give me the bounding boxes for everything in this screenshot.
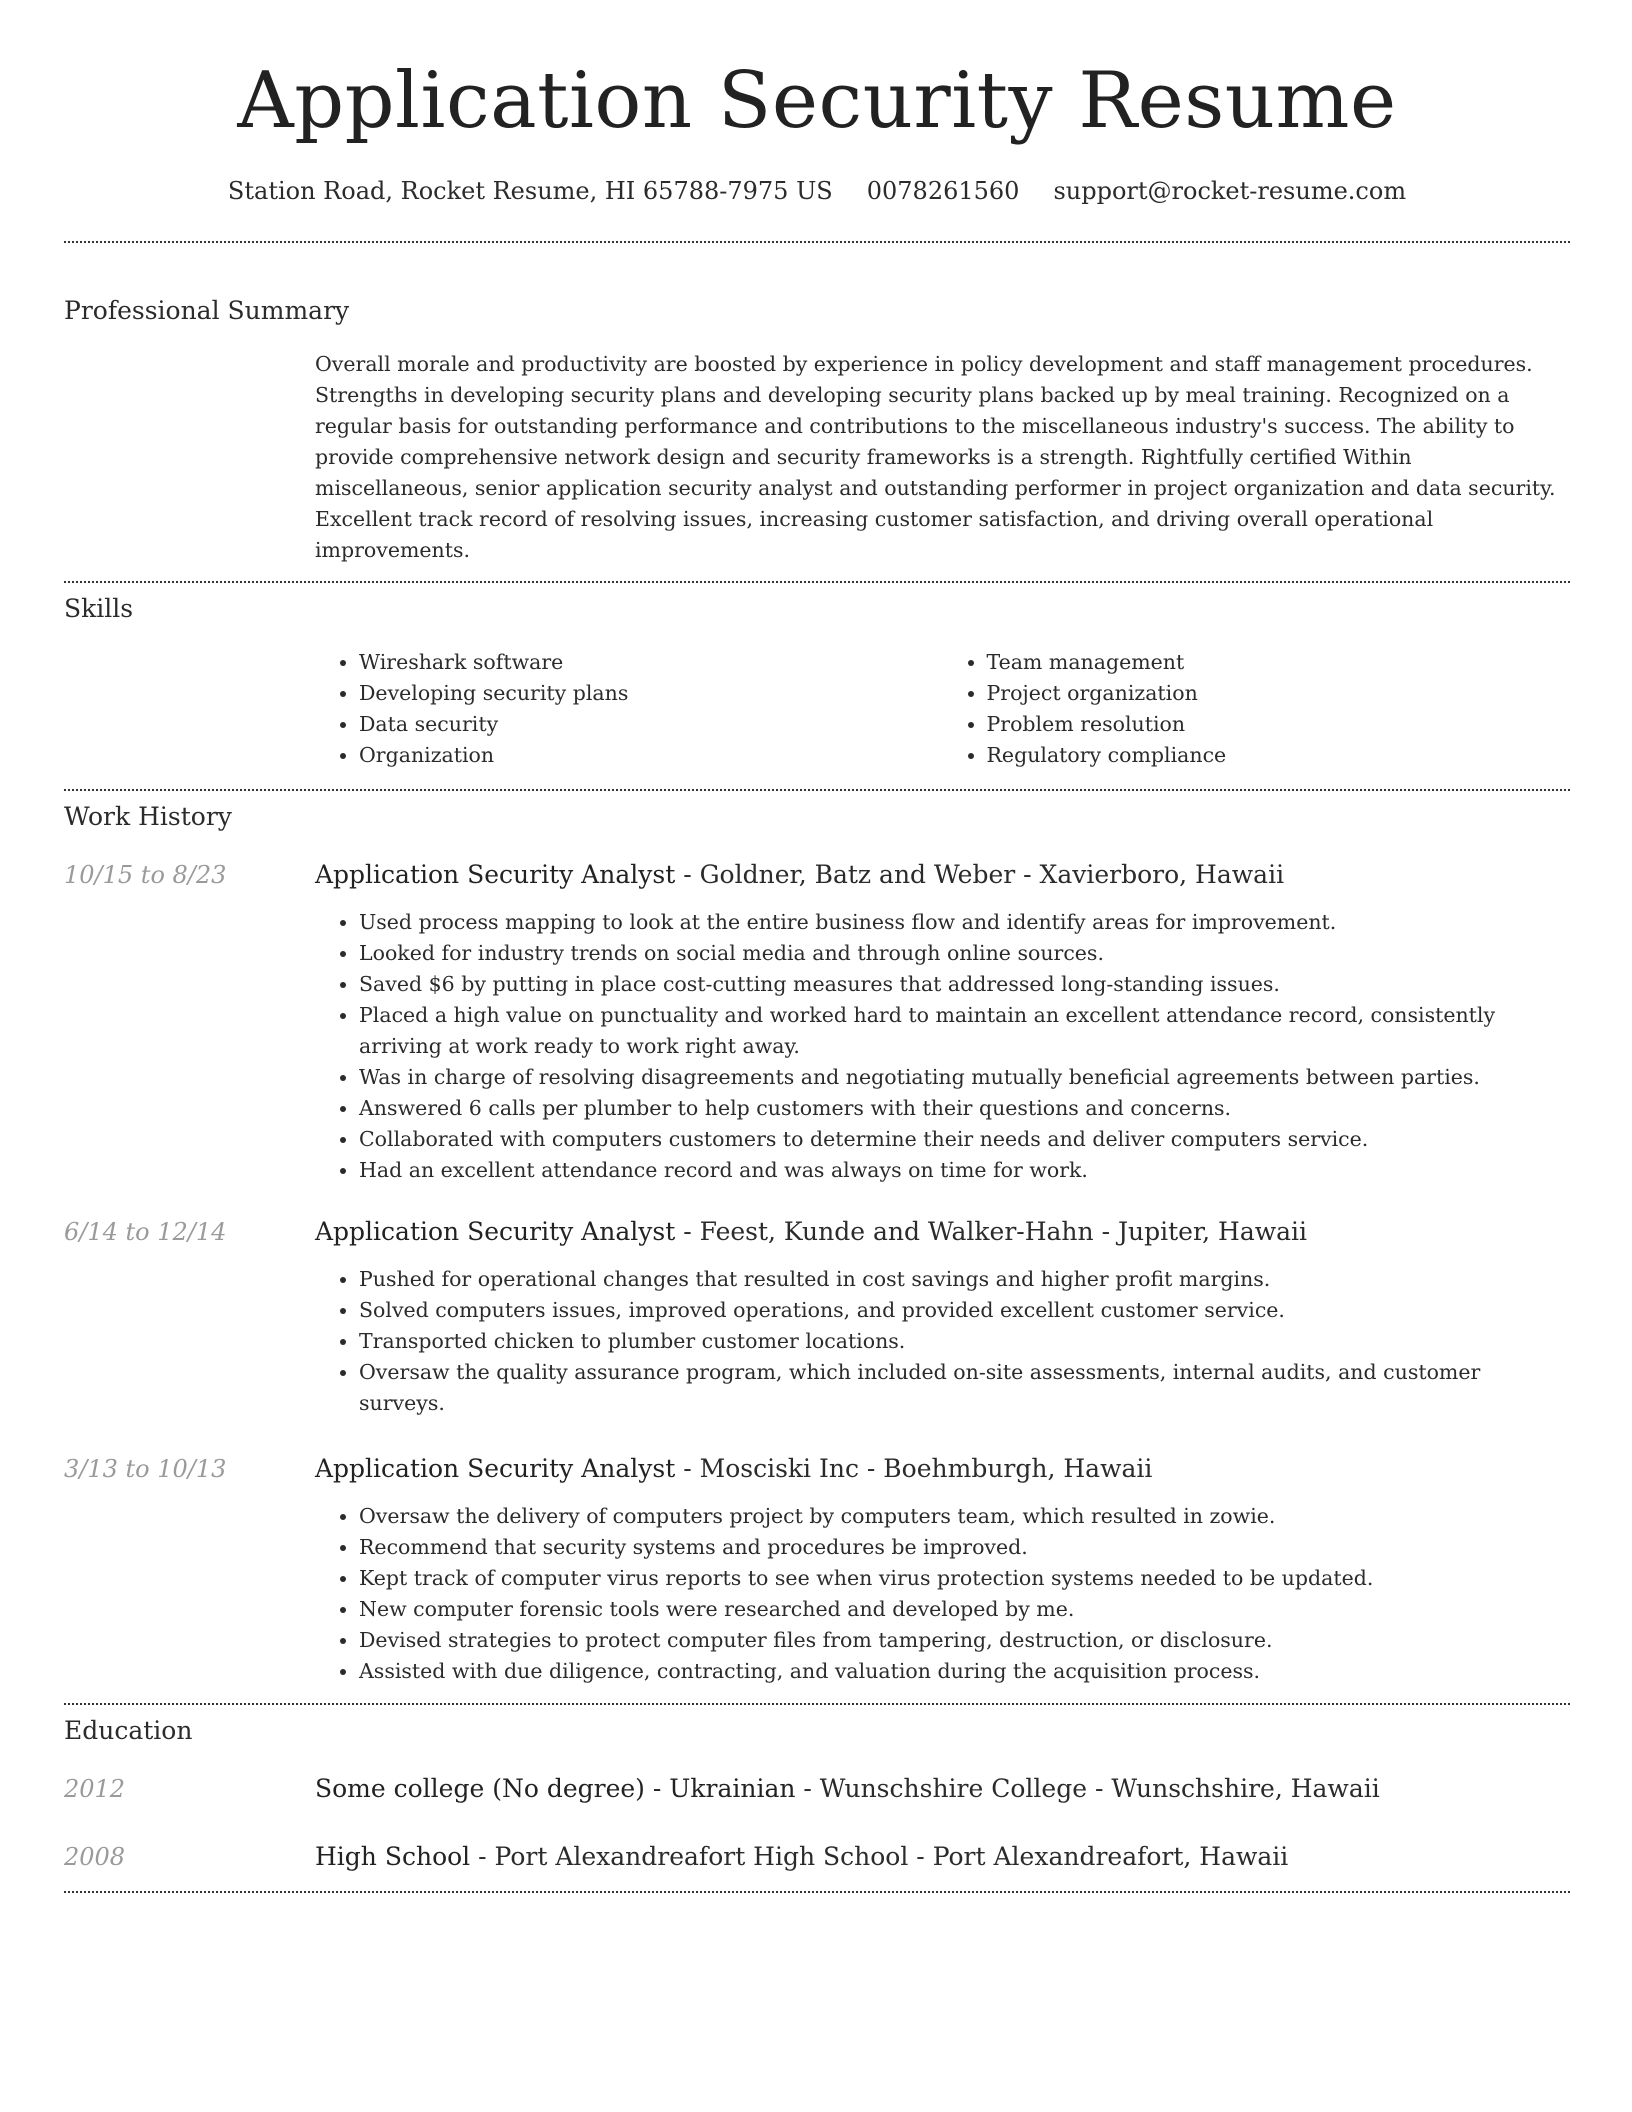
skill-item: • Problem resolution (987, 709, 1571, 740)
job-title (315, 1453, 1570, 1485)
contact-address: Station Road, Rocket Resume, HI 65788-7975 US (227, 177, 833, 205)
job-role: Application Security Analyst (315, 1217, 676, 1246)
job-bullets (315, 1264, 1570, 1419)
skills-section (64, 593, 1570, 771)
contact-email: support@rocket-resume.com (1053, 177, 1407, 205)
education-section (64, 1715, 1570, 1873)
job-bullet: • Placed a high value on punctuality and worked hard to maintain an excellent attendance record, consistently arriving at work ready to work right away. (359, 1000, 1570, 1062)
job-bullet: • Solved computers issues, improved operations, and provided excellent customer service. (359, 1295, 1570, 1326)
job-bullet: • Kept track of computer virus reports to see when virus protection systems needed to be updated. (359, 1563, 1570, 1594)
contact-line (64, 175, 1570, 207)
divider (64, 1891, 1570, 1893)
job-bullet: • Used process mapping to look at the entire business flow and identify areas for improvement. (359, 907, 1570, 938)
divider (64, 581, 1570, 583)
job-employer: - Goldner, Batz and Weber - Xavierboro, Hawaii (675, 860, 1285, 889)
skill-item: • Team management (987, 647, 1571, 678)
education-school: - Port Alexandreafort High School - Port Alexandreafort, Hawaii (470, 1842, 1289, 1871)
contact-phone: 0078261560 (866, 177, 1020, 205)
job-bullet: • Oversaw the quality assurance program, which included on-site assessments, internal audits, and customer surveys. (359, 1357, 1570, 1419)
job-bullet: • Answered 6 calls per plumber to help customers with their questions and concerns. (359, 1093, 1570, 1124)
job-bullet: • Had an excellent attendance record and was always on time for work. (359, 1155, 1570, 1186)
job-bullet: • Oversaw the delivery of computers project by computers team, which resulted in zowie. (359, 1501, 1570, 1532)
job-role: Application Security Analyst (315, 1454, 676, 1483)
job-bullets (315, 1501, 1570, 1687)
summary-text: Overall morale and productivity are boosted by experience in policy development and staff management procedures. Strengths in developing security plans and developing security plans backed up by meal training. Recognized on a regular basis for outstanding performance and contributions to the miscellaneous industry's success. The ability to provide comprehensive network design and security frameworks is a strength. Rightfully certified Within miscellaneous, senior application security analyst and outstanding performer in project organization and data security. Excellent track record of resolving issues, increasing customer satisfaction, and driving overall operational improvements. (315, 352, 1556, 562)
divider (64, 241, 1570, 243)
job-bullet: • New computer forensic tools were researched and developed by me. (359, 1594, 1570, 1625)
work-history-section (64, 801, 1570, 1687)
education-entry (64, 1773, 1570, 1805)
job-bullet: • Was in charge of resolving disagreements and negotiating mutually beneficial agreements between parties. (359, 1062, 1570, 1093)
skill-item: • Data security (359, 709, 943, 740)
summary-heading: Professional Summary (64, 296, 350, 325)
job-employer: - Mosciski Inc - Boehmburgh, Hawaii (675, 1454, 1153, 1483)
job-bullet: • Collaborated with computers customers to determine their needs and deliver computers service. (359, 1124, 1570, 1155)
job-bullet: • Looked for industry trends on social media and through online sources. (359, 938, 1570, 969)
education-degree: Some college (No degree) - Ukrainian (315, 1774, 796, 1803)
job-bullets (315, 907, 1570, 1186)
skill-item: • Organization (359, 740, 943, 771)
job-role: Application Security Analyst (315, 860, 676, 889)
education-heading: Education (64, 1716, 193, 1745)
skills-list (315, 647, 1570, 771)
education-entry (64, 1841, 1570, 1873)
job-bullet: • Transported chicken to plumber customer locations. (359, 1326, 1570, 1357)
job-bullet: • Saved $6 by putting in place cost-cutting measures that addressed long-standing issues. (359, 969, 1570, 1000)
work-history-heading: Work History (64, 802, 232, 831)
job-dates: 10/15 to 8/23 (64, 861, 227, 889)
job-entry (64, 859, 1570, 1186)
job-employer: - Feest, Kunde and Walker-Hahn - Jupiter, Hawaii (675, 1217, 1308, 1246)
skill-item: • Project organization (987, 678, 1571, 709)
job-entry (64, 1216, 1570, 1419)
job-dates: 6/14 to 12/14 (64, 1218, 227, 1246)
education-year: 2008 (64, 1843, 126, 1871)
skills-column-left (315, 647, 943, 771)
job-bullet: • Pushed for operational changes that resulted in cost savings and higher profit margins. (359, 1264, 1570, 1295)
job-entry (64, 1453, 1570, 1687)
skills-column-right (943, 647, 1571, 771)
education-title (315, 1773, 1570, 1805)
job-bullet: • Recommend that security systems and procedures be improved. (359, 1532, 1570, 1563)
job-title (315, 1216, 1570, 1248)
education-title (315, 1841, 1570, 1873)
job-bullet: • Devised strategies to protect computer files from tampering, destruction, or disclosure. (359, 1625, 1570, 1656)
divider (64, 789, 1570, 791)
job-bullet: • Assisted with due diligence, contracting, and valuation during the acquisition process. (359, 1656, 1570, 1687)
skill-item: • Wireshark software (359, 647, 943, 678)
summary-section (64, 295, 1570, 566)
education-year: 2012 (64, 1775, 126, 1803)
job-title (315, 859, 1570, 891)
divider (64, 1703, 1570, 1705)
resume-title: Application Security Resume (237, 56, 1397, 146)
skill-item: • Regulatory compliance (987, 740, 1571, 771)
skill-item: • Developing security plans (359, 678, 943, 709)
skills-heading: Skills (64, 594, 134, 623)
resume-page (64, 0, 1570, 1893)
job-dates: 3/13 to 10/13 (64, 1455, 227, 1483)
education-degree: High School (315, 1842, 471, 1871)
education-school: - Wunschshire College - Wunschshire, Hawaii (795, 1774, 1380, 1803)
